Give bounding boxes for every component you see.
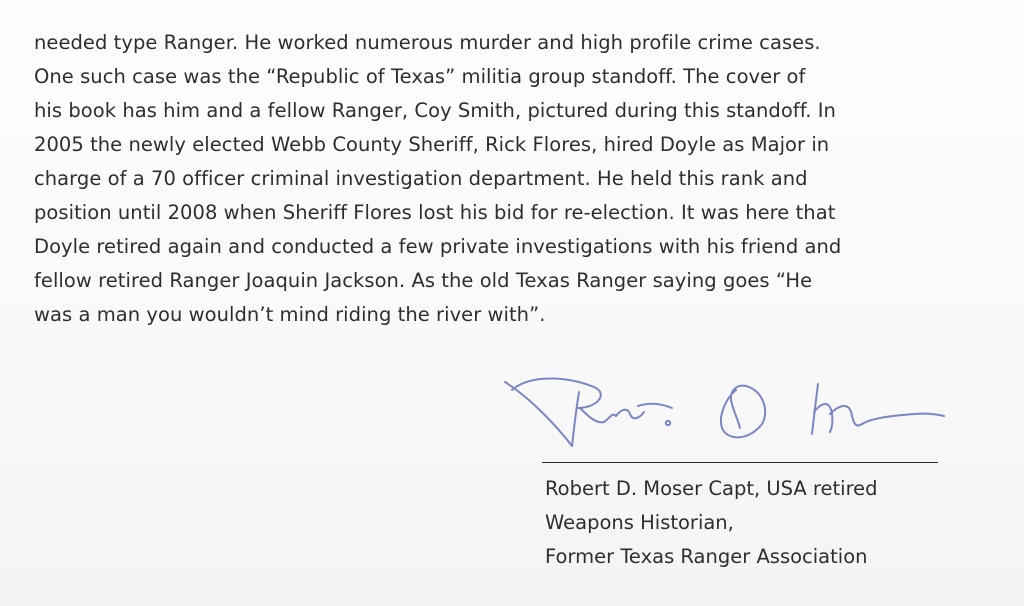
body-line-2: One such case was the “Republic of Texas” militia group standoff. The cover of [34,65,806,88]
body-line-3: his book has him and a fellow Ranger, Coy Smith, pictured during this standoff. In [34,99,836,122]
body-paragraph [34,26,984,332]
body-line-8: fellow retired Ranger Joaquin Jackson. As the old Texas Ranger saying goes “He [34,269,813,292]
signer-organization: Former Texas Ranger Association [545,545,868,568]
body-line-1: needed type Ranger. He worked numerous murder and high profile crime cases. [34,31,821,54]
body-line-7: Doyle retired again and conducted a few private investigations with his friend and [34,235,842,258]
handwritten-signature [500,368,960,460]
signer-name: Robert D. Moser Capt, USA retired [545,477,878,500]
body-line-6: position until 2008 when Sheriff Flores lost his bid for re-election. It was here that [34,201,836,224]
signer-title: Weapons Historian, [545,511,734,534]
signature-block [545,472,878,574]
signature-line [542,462,938,463]
body-line-9: was a man you wouldn’t mind riding the river with”. [34,303,546,326]
body-line-4: 2005 the newly elected Webb County Sheriff, Rick Flores, hired Doyle as Major in [34,133,830,156]
body-line-5: charge of a 70 officer criminal investigation department. He held this rank and [34,167,808,190]
